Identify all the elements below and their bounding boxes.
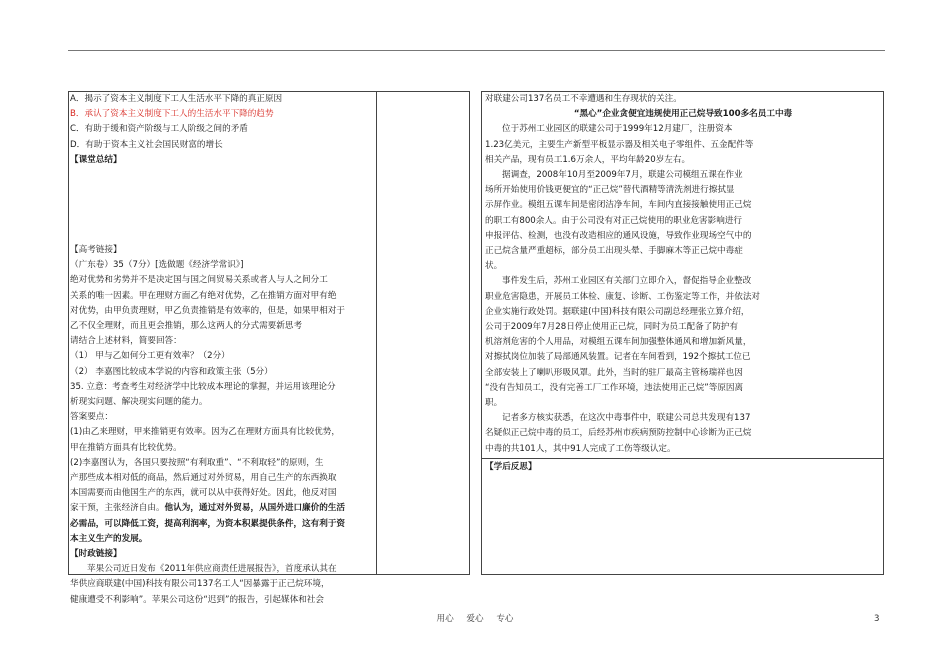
answer-line: 本国需要而由他国生产的东西，就可以从中获得好处。因此，他反对国 [70,488,337,499]
article-line: 对擦拭岗位加装了局部通风装置。记者在车间看到，192个擦拭工位已 [485,352,751,363]
article-line: 状。 [485,261,503,272]
article-line: 中毒的共101人，其中91人完成了工伤等级认定。 [485,443,676,454]
article-intro-line: 对联建公司137名员工不幸遭遇和生存现状的关注。 [485,94,682,104]
gaokao-line: 对优势，由甲负责理财，甲乙负责推销是有效率的，但是，如果甲相对于 [70,305,346,316]
news-line: 苹果公司近日发布《2011年供应商责任进展报告》，首度承认其在 [87,564,337,575]
answer-line: 甲在推销方面具有比较优势。 [70,442,182,453]
gaokao-heading: 【高考链接】 [70,245,122,256]
summary-heading: 【课堂总结】 [70,154,122,165]
right-table-row-rule [481,458,884,459]
article-line: 1.23亿美元，主要生产新型平板显示器及相关电子零组件、五金配件等 [485,139,754,150]
article-line: 申报评估、检测，也没有改造相应的通风设施，导致作业现场空气中的 [485,230,752,241]
gaokao-line: 乙不仅全理财，而且更会推销，那么这两人的分式需要新思考 [70,321,303,332]
article-line: 的职工有800余人。由于公司没有对正己烷使用的职业危害影响进行 [485,215,743,226]
reflection-heading: 【学后反思】 [485,462,537,472]
article-line: 企业实施行政处罚。据联建(中国)科技有限公司副总经理张立算介绍， [485,306,750,317]
left-table-divider [376,91,377,575]
article-line: 事件发生后，苏州工业园区有关部门立即介入，督促指导企业整改 [502,276,752,287]
left-column [70,92,375,608]
article-line: 位于苏州工业园区的联建公司于1999年12月建厂，注册资本 [502,124,733,135]
answer-line-bold: 必需品，可以降低工资，提高利润率，为资本积累提供条件，这有利于资 [70,518,346,529]
article-line: “没有告知员工，没有完善工厂工作环境，违法使用正己烷”等原因离 [485,382,744,393]
gaokao-question-2: （2） 李嘉图比较成本学说的内容和政策主张（5分） [70,366,273,377]
right-column [485,92,881,457]
header-rule [68,50,885,51]
article-line: 职业危害隐患，开展员工体检、康复、诊断、工伤鉴定等工作，并依法对 [485,291,761,302]
gaokao-line: 析现实问题、解决现实问题的能力。 [70,397,208,408]
article-line: 名疑似正己烷中毒的员工，后经苏州市疾病预防控制中心诊断为正己烷 [485,428,752,439]
answer-line-plain: 家干预，主张经济自由。 [70,503,165,514]
summary-space [70,168,375,243]
page-number: 3 [874,614,880,624]
news-line: 健康遭受不利影响”。苹果公司这份“迟到”的报告，引起媒体和社会 [70,594,324,605]
reflection-section [485,460,881,475]
article-title: “黑心”企业贪便宜违规使用正己烷导致100多名员工中毒 [573,109,793,120]
article-line: 场所开始使用价钱更便宜的“正己烷”替代酒精等清洗剂进行擦拭显 [485,185,735,196]
option-b: B．承认了资本主义制度下工人的生活水平下降的趋势 [70,109,274,120]
option-d: D．有助于资本主义社会国民财富的增长 [70,139,223,150]
answer-line-bold: 本主义生产的发展。 [70,533,148,544]
article-line: 示屏作业。模组五课车间是密闭洁净车间，车间内直接接触使用正己烷 [485,200,752,211]
answer-line: 产那些成本相对低的商品，然后通过对外贸易，用自己生产的东西换取 [70,473,337,484]
gaokao-line: （广东卷）35（7分）[选做题《经济学常识》] [70,260,244,271]
article-line: 机溶剂危害的个人用品，对模组五课车间加强整体通风和增加新风量， [485,337,752,348]
article-line: 全部安装上了喇叭形吸风罩。此外，当时的驻厂最高主管杨瑞祥也因 [485,367,743,378]
answer-line [70,501,375,516]
article-line: 记者多方核实获悉，在这次中毒事件中，联建公司总共发现有137 [502,413,751,424]
answer-heading: 答案要点： [70,412,113,423]
gaokao-line: 绝对优势和劣势并不是决定国与国之间贸易关系或者人与人之间分工 [70,275,328,286]
answer-line: (2)李嘉图认为，各国只要按照“有利取重”、“不利取轻”的原则，生 [70,457,324,468]
gaokao-line: 请结合上述材料，简要回答： [70,336,182,347]
news-line: 华供应商联建(中国)科技有限公司137名工人“因暴露于正己烷环境， [70,579,330,590]
article-line: 据调查，2008年10月至2009年7月，联建公司模组五课在作业 [502,170,743,181]
article-line: 相关产品，现有员工1.6万余人，平均年龄20岁左右。 [485,154,691,165]
option-a: A．揭示了资本主义制度下工人生活水平下降的真正原因 [70,94,283,104]
answer-line-bold: 他认为，通过对外贸易，从国外进口廉价的生活 [164,503,346,514]
option-c: C．有助于缓和资产阶级与工人阶级之间的矛盾 [70,124,248,135]
gaokao-line: 关系的唯一因素。甲在理财方面乙有绝对优势，乙在推销方面对甲有绝 [70,290,337,301]
news-heading: 【时政链接】 [70,549,122,560]
article-line: 正己烷含量严重超标，部分员工出现头晕、手脚麻木等正己烷中毒症 [485,246,743,257]
footer-motto: 用心 爱心 专心 [436,614,514,624]
article-line: 职。 [485,398,503,409]
article-line: 公司于2009年7月28日停止使用正己烷，同时为员工配备了防护有 [485,322,739,333]
gaokao-line: 35. 立意：考查考生对经济学中比较成本理论的掌握，并运用该理论分 [70,381,336,392]
gaokao-question-1: （1） 甲与乙如何分工更有效率？（2分） [70,351,230,362]
answer-line: (1)由乙来理财，甲来推销更有效率。因为乙在理财方面具有比较优势， [70,427,340,438]
